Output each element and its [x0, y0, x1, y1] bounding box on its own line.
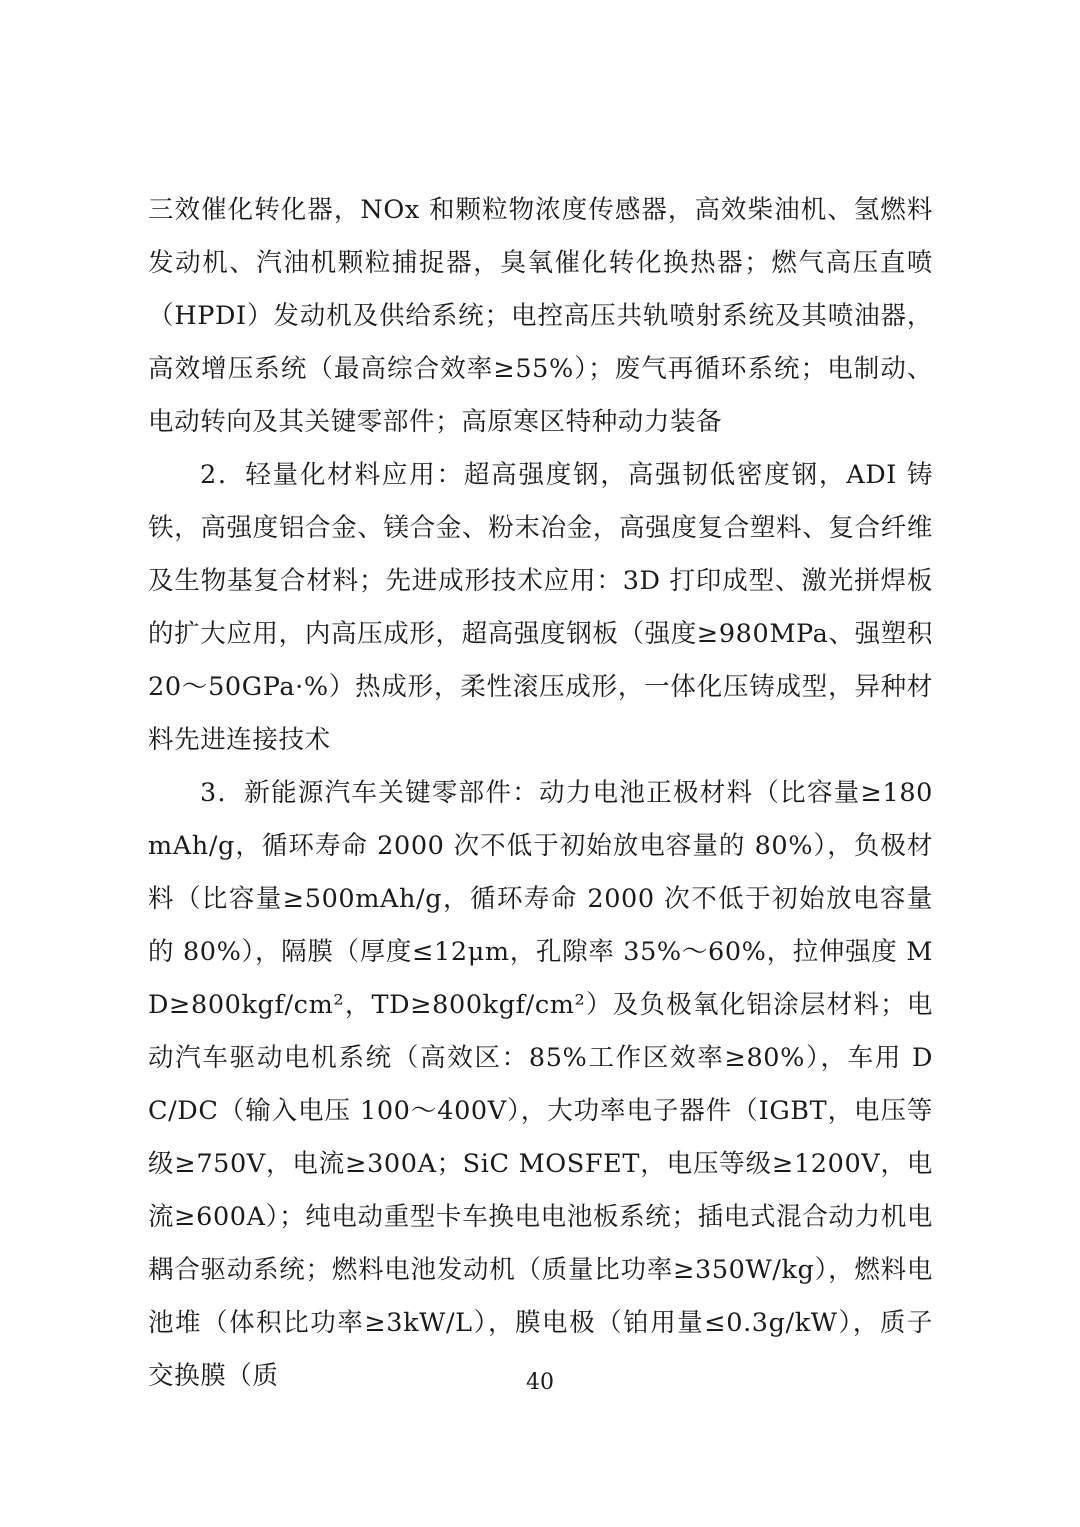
document-body	[148, 184, 933, 1403]
page-number: 40	[526, 1370, 554, 1395]
paragraph-continued: 三效催化转化器，NOx 和颗粒物浓度传感器，高效柴油机、氢燃料发动机、汽油机颗粒捕捉器，臭氧催化转化换热器；燃气高压直喷（HPDI）发动机及供给系统；电控高压共轨喷射系统及其喷油器，高效增压系统（最高综合效率≥55%）；废气再循环系统；电制动、电动转向及其关键零部件；高原寒区特种动力装备	[148, 195, 933, 437]
paragraph-lightweight-materials: 2．轻量化材料应用：超高强度钢，高强韧低密度钢，ADI 铸铁，高强度铝合金、镁合金、粉末冶金，高强度复合塑料、复合纤维及生物基复合材料；先进成形技术应用：3D 打印成型、激光拼焊板的扩大应用，内高压成形，超高强度钢板（强度≥980MPa、强塑积 20～50GPa·%）热成形，柔性滚压成形，一体化压铸成型，异种材料先进连接技术	[148, 460, 933, 755]
paragraph-new-energy-components: 3．新能源汽车关键零部件：动力电池正极材料（比容量≥180mAh/g，循环寿命 2000 次不低于初始放电容量的 80%），负极材料（比容量≥500mAh/g，循环寿命 2000 次不低于初始放电容量的 80%），隔膜（厚度≤12μm，孔隙率 35%～60%，拉伸强度 MD≥800kgf/cm²，TD≥800kgf/cm²）及负极氧化铝涂层材料；电动汽车驱动电机系统（高效区：85%工作区效率≥80%），车用 DC/DC（输入电压 100～400V），大功率电子器件（IGBT，电压等级≥750V，电流≥300A；SiC MOSFET，电压等级≥1200V，电流≥600A）；纯电动重型卡车换电电池板系统；插电式混合动力机电耦合驱动系统；燃料电池发动机（质量比功率≥350W/kg），燃料电池堆（体积比功率≥3kW/L），膜电极（铂用量≤0.3g/kW），质子交换膜（质	[148, 778, 933, 1391]
